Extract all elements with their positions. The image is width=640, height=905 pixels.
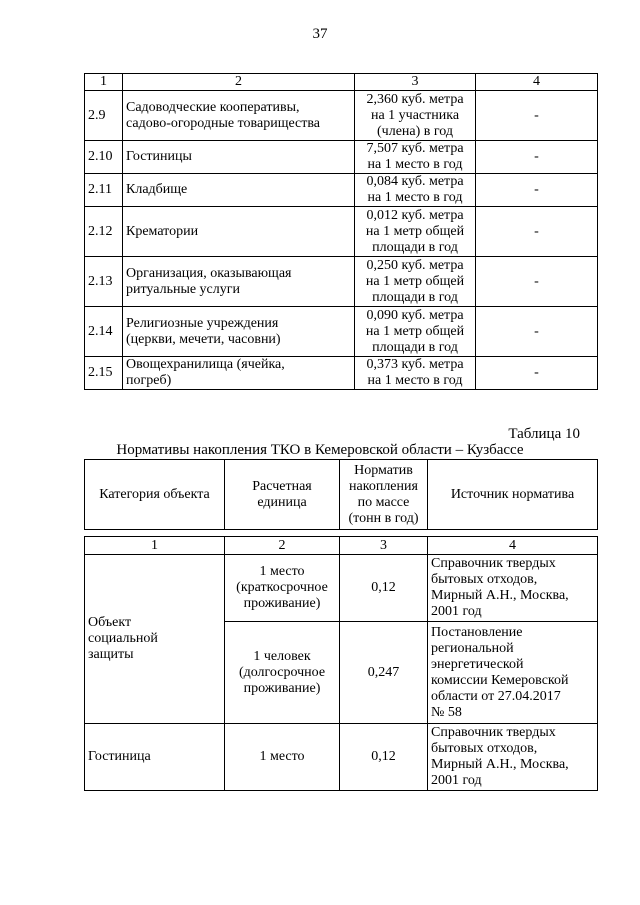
mass-norm: - — [476, 357, 598, 390]
row-number: 2.15 — [85, 357, 123, 390]
column-number: 4 — [428, 537, 598, 555]
row-number: 2.9 — [85, 91, 123, 141]
object-name: Религиозные учреждения (церкви, мечети, часовни) — [123, 307, 355, 357]
table-row — [85, 91, 598, 141]
table10-header — [84, 459, 598, 530]
table-row — [85, 724, 598, 791]
row-number: 2.13 — [85, 257, 123, 307]
mass-norm: - — [476, 141, 598, 174]
norm-value: 0,247 — [340, 622, 428, 724]
object-category: Гостиница — [85, 724, 225, 791]
object-name: Кладбище — [123, 174, 355, 207]
table-label: Таблица 10 — [508, 426, 580, 442]
table-row — [85, 207, 598, 257]
norm-source: Справочник твердых бытовых отходов, Мирный А.Н., Москва, 2001 год — [428, 555, 598, 622]
volume-norm: 7,507 куб. метра на 1 место в год — [355, 141, 476, 174]
table-caption: Нормативы накопления ТКО в Кемеровской области – Кузбассе — [116, 442, 524, 458]
calc-unit: 1 место — [225, 724, 340, 791]
norm-source: Постановление региональной энергетической комиссии Кемеровской области от 27.04.2017 № 58 — [428, 622, 598, 724]
object-name: Овощехранилища (ячейка, погреб) — [123, 357, 355, 390]
column-number: 2 — [225, 537, 340, 555]
table10-body — [84, 536, 598, 791]
page-number: 37 — [312, 26, 328, 42]
norm-value: 0,12 — [340, 724, 428, 791]
table-row — [85, 307, 598, 357]
continued-norms-table — [84, 73, 598, 390]
object-name: Организация, оказывающая ритуальные услуги — [123, 257, 355, 307]
row-number: 2.12 — [85, 207, 123, 257]
volume-norm: 0,012 куб. метра на 1 метр общей площади в год — [355, 207, 476, 257]
volume-norm: 2,360 куб. метра на 1 участника (члена) в год — [355, 91, 476, 141]
table-row — [85, 257, 598, 307]
header-category: Категория объекта — [85, 460, 225, 530]
column-number-row — [85, 537, 598, 555]
row-number: 2.10 — [85, 141, 123, 174]
object-name: Крематории — [123, 207, 355, 257]
table-row — [85, 357, 598, 390]
row-number: 2.11 — [85, 174, 123, 207]
column-number-row — [85, 74, 598, 91]
mass-norm: - — [476, 174, 598, 207]
norm-value: 0,12 — [340, 555, 428, 622]
mass-norm: - — [476, 257, 598, 307]
header-unit: Расчетная единица — [225, 460, 340, 530]
column-number: 1 — [85, 74, 123, 91]
table-row — [85, 174, 598, 207]
volume-norm: 0,090 куб. метра на 1 метр общей площади в год — [355, 307, 476, 357]
column-number: 4 — [476, 74, 598, 91]
column-number: 3 — [355, 74, 476, 91]
object-category: Объект социальной защиты — [85, 555, 225, 724]
header-norm: Норматив накопления по массе (тонн в год) — [340, 460, 428, 530]
column-number: 3 — [340, 537, 428, 555]
volume-norm: 0,084 куб. метра на 1 место в год — [355, 174, 476, 207]
header-row — [85, 460, 598, 530]
mass-norm: - — [476, 307, 598, 357]
table-row — [85, 141, 598, 174]
header-source: Источник норматива — [428, 460, 598, 530]
mass-norm: - — [476, 207, 598, 257]
volume-norm: 0,373 куб. метра на 1 место в год — [355, 357, 476, 390]
object-name: Садоводческие кооперативы, садово-огородные товарищества — [123, 91, 355, 141]
norm-source: Справочник твердых бытовых отходов, Мирный А.Н., Москва, 2001 год — [428, 724, 598, 791]
row-number: 2.14 — [85, 307, 123, 357]
column-number: 1 — [85, 537, 225, 555]
mass-norm: - — [476, 91, 598, 141]
calc-unit: 1 человек (долгосрочное проживание) — [225, 622, 340, 724]
object-name: Гостиницы — [123, 141, 355, 174]
table-row — [85, 555, 598, 622]
volume-norm: 0,250 куб. метра на 1 метр общей площади в год — [355, 257, 476, 307]
calc-unit: 1 место (краткосрочное проживание) — [225, 555, 340, 622]
column-number: 2 — [123, 74, 355, 91]
